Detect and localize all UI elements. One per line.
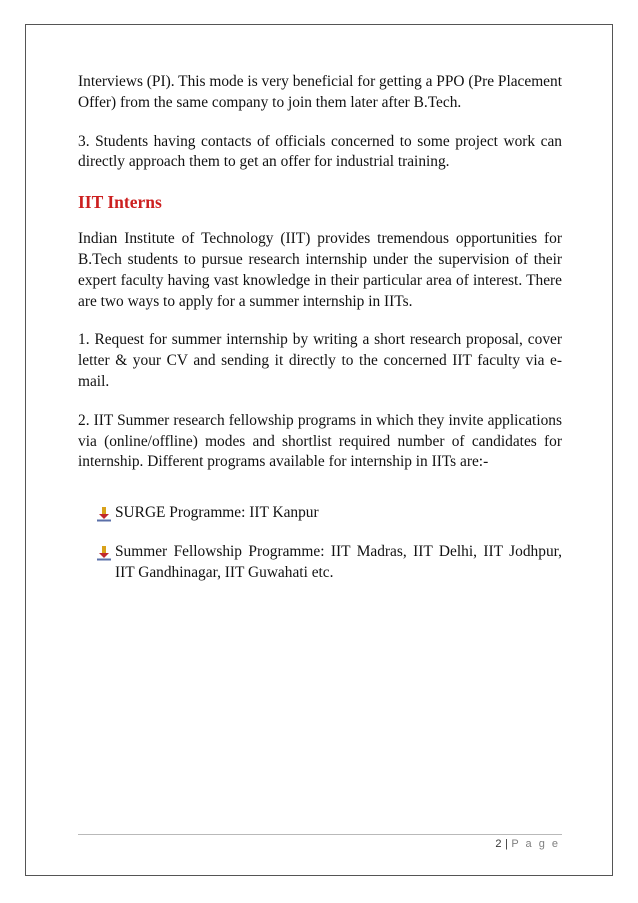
download-arrow-icon: [96, 506, 112, 522]
footer-separator: |: [504, 838, 509, 850]
list-item: [96, 503, 562, 524]
document-body: [78, 72, 562, 602]
page-footer: [495, 838, 560, 850]
list-item-text: Summer Fellowship Programme: IIT Madras, IIT Delhi, IIT Jodhpur, IIT Gandhinagar, IIT Guwahati etc.: [115, 542, 562, 581]
page-label: P a g e: [511, 838, 560, 850]
list-item: [96, 542, 562, 584]
program-list: [78, 503, 562, 583]
paragraph-contacts: 3. Students having contacts of officials concerned to some project work can directly approach them to get an offer for industrial training.: [78, 132, 562, 171]
footer-divider: [78, 834, 562, 835]
paragraph-interviews: Interviews (PI). This mode is very beneficial for getting a PPO (Pre Placement Offer) from the same company to join them later after B.Tech.: [78, 73, 562, 111]
section-heading: IIT Interns: [78, 192, 162, 213]
page-number: 2: [495, 838, 502, 850]
paragraph-fellowship-programs: 2. IIT Summer research fellowship programs in which they invite applications via (online/offline) modes and shortlist required number of candidates for internship. Different programs available for internship in IITs are:-: [78, 411, 562, 471]
list-item-text: SURGE Programme: IIT Kanpur: [115, 504, 319, 522]
paragraph-iit-intro: Indian Institute of Technology (IIT) provides tremendous opportunities for B.Tech students to pursue research internship under the supervision of their expert faculty having vast knowledge in their particular area of interest. There are two ways to apply for a summer internship in IITs.: [78, 230, 562, 310]
paragraph-request-internship: 1. Request for summer internship by writing a short research proposal, cover letter & your CV and sending it directly to the concerned IIT faculty via e-mail.: [78, 331, 562, 390]
download-arrow-icon: [96, 545, 112, 561]
